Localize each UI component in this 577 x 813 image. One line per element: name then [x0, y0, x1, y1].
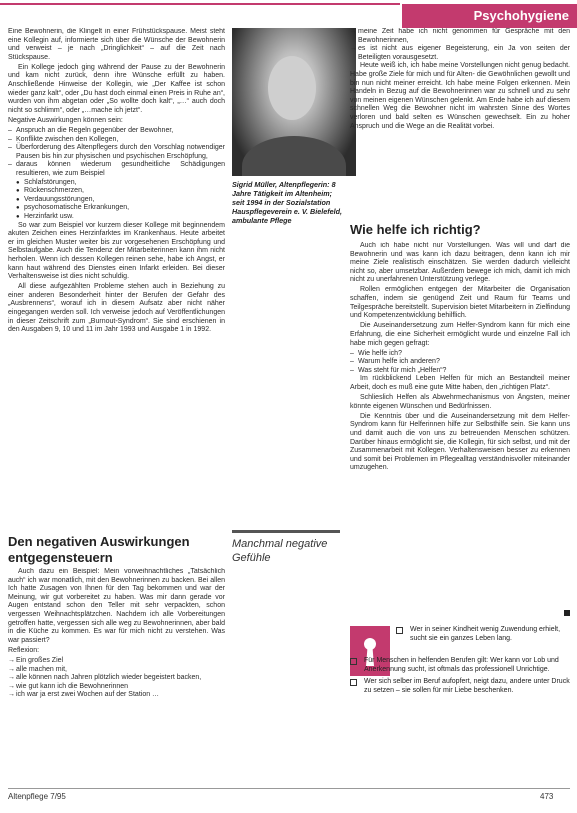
body-paragraph: Die Auseinandersetzung zum Helfer-Syndrom kann für mich eine Erfahrung, die eine Sicherheit ermöglicht wurde und einzelne Fall ich habe mich gegen gefragt: [350, 322, 570, 347]
heading-negative-effects: Den negativen Auswirkungen entgegensteuern [8, 534, 190, 565]
body-paragraph: Auch dazu ein Beispiel: Mein vorweihnachtliches „Tatsächlich auch“ ich war monatlich, mit den Bewohnerinnen zu backen. Bei allen Ich hatte Zusagen von Ihnen für den Tag bekommen und war der Meinung, wir gut vorbereitet zu haben. Was mir dann gerade vor Augen entstand schon den Teller mit sehr verpackten, schon vergessen Weihnachtsplätzchen. Nachdem ich alle Vorbereitungen getroffen hatte, vergessen sich alle weg zu Bewohnerinnen, aber bald in die Küche zu kommen. Es war für mich nicht zu verstehen. Was war passiert? [8, 568, 225, 644]
list-item: → meine Zeit habe ich nicht genommen für Gespräche mit den Bewohnerinnen, [350, 28, 570, 45]
pull-quote [232, 530, 340, 565]
photo-caption: Sigrid Müller, Altenpflegerin: 8 Jahre Tätigkeit im Altenheim; seit 1994 in der Sozialstation Hauspflegeverein e. V. Bielefeld, ambulante Pflege [232, 180, 342, 225]
body-paragraph: Schlieslich Helfen als Abwehrmechanismus von Ängsten, meiner könnte eigenen Wünschen und Bedürfnissen. [350, 394, 570, 410]
end-mark [564, 610, 570, 616]
list-item: – daraus können wiederum gesundheitliche Schädigungen resultieren, wie zum Beispiel [8, 161, 225, 178]
list-item: ● psychosomatische Erkrankungen, [16, 204, 225, 213]
list-item: – Was steht für mich „Helfen“? [350, 367, 570, 376]
list-item: – Konflikte zwischen den Kollegen, [8, 136, 225, 145]
list-item: ● Schlafstörungen, [16, 179, 225, 188]
pull-quote-text: Manchmal negative Gefühle [232, 538, 328, 564]
column-2 [350, 28, 570, 228]
page-number: 473 [540, 792, 554, 801]
list-item: ● Verdauungsstörungen, [16, 196, 225, 205]
author-photo [232, 28, 356, 176]
info-items [350, 626, 570, 700]
list-item: – Überforderung des Altenpflegers durch den Vorschlag notwendiger Pausen bis hin zur physischen und psychischen Erschöpfung, [8, 144, 225, 161]
footer-journal: Altenpflege 7/95 [8, 792, 66, 801]
column-1 [8, 28, 225, 534]
reflexion-label: Reflexion: [8, 646, 40, 654]
symptoms-list [8, 179, 225, 222]
body-paragraph: Im rückblickend Leben Helfen für mich an Bestandteil meiner Arbeit, doch es muß eine gute Mitte haben, den „richtigen Platz“. [350, 375, 570, 391]
info-box [350, 626, 570, 778]
checkbox-icon [396, 627, 403, 634]
list-item: → Ein großes Ziel [8, 657, 225, 666]
negatives-intro: Negative Auswirkungen können sein: [8, 116, 123, 124]
body-paragraph: Rollen ermöglichen entgegen der Mitarbeiter die Organisation schaffen, indem sie genügend Zeit und Raum für Teams und Teilgespräche bereitstellt. Supervision bietet Mitarbeitern in Zielfindung und Kompetenzentwicklung behilflich. [350, 286, 570, 320]
list-item: → alle machen mit, [8, 666, 225, 675]
footer-rule [8, 788, 570, 789]
list-item: → ich war ja erst zwei Wochen auf der Station … [8, 691, 225, 700]
list-item: – Wie helfe ich? [350, 350, 570, 359]
body-paragraph: Eine Bewohnerin, die Klingelt in einer Frühstückspause. Meist steht eine Kollegin auf, informierte sich über die Wünsche der Bewohnerin und verweist – je nach „Dringlichkeit“ – auf die Zeit nach Stückspause. [8, 28, 225, 61]
heading-how-help: Wie helfe ich richtig? [350, 222, 481, 237]
section-tag: Psychohygiene [402, 4, 577, 28]
list-item: ● Rückenschmerzen, [16, 187, 225, 196]
body-paragraph: Ein Kollege jedoch ging während der Pause zu der Bewohnerin und kam nicht zurück, denn ihre Wünsche erfüllt zu haben. Anschließende Hinweise der Kollegin, wie „Der Kaffee ist schon wieder ganz kalt“, oder „Du hast doch einmal einen Preis in Ruhe an“, wurden von ihm abgetan oder „So wollte doch kalt“, „…“ auch doch nicht so schlimm“, oder „…mache ich jetzt“. [8, 63, 225, 114]
list-item: → alle können nach Jahren plötzlich wieder begeistert backen, [8, 674, 225, 683]
checkbox-icon [350, 679, 357, 686]
body-paragraph: Die Kenntnis über und die Auseinandersetzung mit dem Helfer-Syndrom kann für Helferinnen hilfe zur Selbsthilfe sein. Sie kann uns und damit auch die von uns zu betreuenden Menschen schützen. Darüber hinaus ermöglicht sie, die Kollegin, für sich selbst, und mit der Zusammenarbeit mit Kollegen. Verhaltensweisen besser zu erkennen und somit bei Problemen im Pflegealltag verständnisvoller miteinander umzugehen. [350, 412, 570, 472]
list-item: – Anspruch an die Regeln gegenüber der Bewohner, [8, 127, 225, 136]
checklist-item: Wer in seiner Kindheit wenig Zuwendung erhielt, sucht sie ein ganzes Leben lang. [396, 626, 570, 643]
body-paragraph: So war zum Beispiel vor kurzem dieser Kollege mit beginnendem akuten Zeichen eines Herzinfarktes im Krankenhaus. Heute arbeitet er im gleichen Muster weiter bis zur vorgesehenen Erschöpfung und Selbstaufgabe. Auch die Tendenz der Mitarbeiterinnen kann ihm nicht herholen. Wenn ich dessen Kollegen reinen sehe, habe ich Angst, er kann haut während des Dienstes einen Infarkt erleiden. Bei dieser Verhaltensweise ist dies nicht schuldig. [8, 221, 225, 281]
reason-list [350, 28, 570, 62]
reflexion-list [8, 657, 225, 700]
column-1-lower [8, 568, 225, 783]
checkbox-icon [350, 658, 357, 665]
checklist-item: Wer sich selber im Beruf aufopfert, neigt dazu, andere unter Druck zu setzen – sie sollen für mir Liebe beschenken. [350, 678, 570, 695]
list-item: → es ist nicht aus eigener Begeisterung, ein Ja von seiten der Beteiligten vorausgesetzt. [350, 45, 570, 62]
body-paragraph: All diese aufgezählten Probleme stehen auch in Beziehung zu einer anderen Besonderheit hinter der Berufen der Gefahr des „Ausbrennens“, worauf ich in diesem Aufsatz aber nicht näher eingegangen werden soll. Ich verweise jedoch auf Veröffentlichungen in dieser Zeitschrift zum „Burnout-Syndrom“. Sie sind erschienen in den Ausgaben 9, 10 und 11 im Jahr 1993 und Ausgabe 1 in 1992. [8, 283, 225, 334]
body-paragraph: Auch ich habe nicht nur Vorstellungen. Was will und darf die Bewohnerin und was kann ich dazu beitragen, denn kann ich mir meine Ziele realistisch einschätzen. Sie werden dadurch vielleicht nicht so, aber umsetzbar. Außerdem bewege ich mich, damit ich mich nicht zu unerfahrenen Unterstützung verlege. [350, 242, 570, 284]
checklist-item: Für Menschen in helfenden Berufen gilt: Wer kann vor Lob und Anerkennung sucht, ist oftmals das professionell Unrichtige. [350, 657, 570, 674]
negatives-list [8, 127, 225, 179]
list-item: – Warum helfe ich anderen? [350, 358, 570, 367]
list-item: → wie gut kann ich die Bewohnerinnen [8, 683, 225, 692]
list-item: ● Herzinfarkt usw. [16, 213, 225, 222]
questions-list [350, 350, 570, 376]
body-paragraph: Heute weiß ich, ich habe meine Vorstellungen nicht genug bedacht. Habe große Ziele für mich und für Alten- die Gewöhnlichen gewollt und bin nun nicht meiner erreicht. Ich habe meine Folgen erkennen. Mein Handeln in Bezug auf die Bewohnerinnen war zu schnell und zu sehr von meinen eigenen Wünschen gelenkt. Am Ende habe ich auf diesem schnellen Weg die Bewohner nicht im wahrsten Sinne des Wortes verloren und bald selten es Wünschen gewechselt. Ein zu hoher Anspruch und die Wege an die Realität vorbei. [350, 62, 570, 130]
column-2-lower [350, 242, 570, 612]
